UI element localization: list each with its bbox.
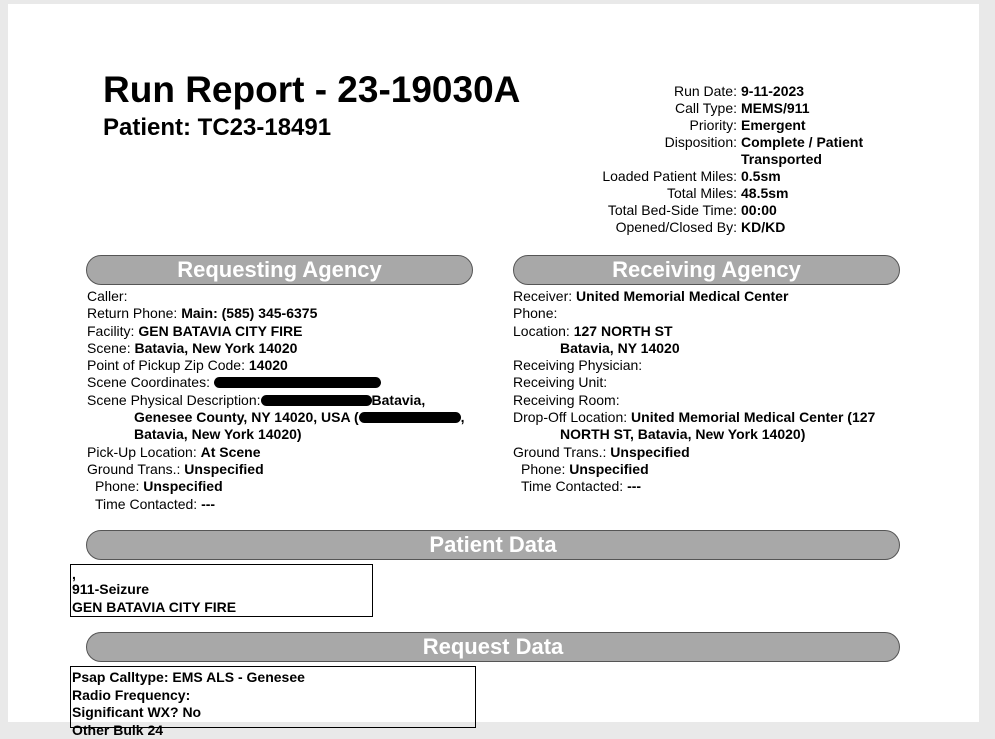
- recv-phone-row: [513, 461, 903, 478]
- ground-phone-value: Unspecified: [143, 478, 222, 494]
- ground-trans-label: Ground Trans.:: [87, 461, 180, 477]
- pickup-value: At Scene: [201, 444, 261, 460]
- call-type-row: [568, 100, 881, 117]
- room-label: Receiving Room:: [513, 392, 620, 408]
- ground-phone-label: Phone:: [95, 478, 139, 494]
- receiver-label: Receiver:: [513, 288, 572, 304]
- priority-value: Emergent: [741, 117, 881, 134]
- physician-row: [513, 357, 903, 374]
- receiver-phone-row: [513, 305, 903, 322]
- return-phone-value: Main: (585) 345-6375: [181, 305, 317, 321]
- description-row-3: [87, 426, 477, 443]
- loaded-miles-row: [568, 168, 881, 185]
- return-phone-row: [87, 305, 477, 322]
- recv-ground-row: [513, 444, 903, 461]
- physician-label: Receiving Physician:: [513, 357, 642, 373]
- pickup-label: Pick-Up Location:: [87, 444, 197, 460]
- description-label: Scene Physical Description:: [87, 392, 261, 408]
- description-row-2: [87, 409, 477, 426]
- request-data-line: Other Bulk 24: [72, 722, 474, 739]
- receiver-row: [513, 288, 903, 305]
- requesting-agency-header: Requesting Agency: [86, 255, 473, 285]
- patient-id: Patient: TC23-18491: [103, 113, 331, 143]
- bedside-time-row: [568, 202, 881, 219]
- unit-row: [513, 374, 903, 391]
- facility-value: GEN BATAVIA CITY FIRE: [138, 323, 302, 339]
- dropoff-row-2: [513, 426, 903, 443]
- recv-phone-label: Phone:: [521, 461, 565, 477]
- recv-time-label: Time Contacted:: [521, 478, 623, 494]
- dropoff-line1: United Memorial Medical Center (127: [631, 409, 875, 425]
- patient-data-line: GEN BATAVIA CITY FIRE: [72, 599, 371, 617]
- patient-data-line: 911-Seizure: [72, 581, 371, 599]
- receiving-agency-section: [513, 288, 903, 496]
- request-data-box: [70, 666, 476, 728]
- request-data-line: Psap Calltype: EMS ALS - Genesee: [72, 669, 474, 687]
- return-phone-label: Return Phone:: [87, 305, 177, 321]
- opened-closed-label: Opened/Closed By:: [568, 219, 741, 236]
- report-title: Run Report - 23-19030A: [103, 68, 520, 112]
- zip-label: Point of Pickup Zip Code:: [87, 357, 245, 373]
- pickup-row: [87, 444, 477, 461]
- time-contacted-row: [87, 496, 477, 513]
- bedside-time-value: 00:00: [741, 202, 881, 219]
- run-date-label: Run Date:: [568, 83, 741, 100]
- description-part1: Batavia,: [372, 392, 426, 408]
- patient-data-line: ,: [72, 567, 371, 581]
- request-data-line: Significant WX? No: [72, 704, 474, 722]
- recv-ground-value: Unspecified: [610, 444, 689, 460]
- patient-data-header: Patient Data: [86, 530, 900, 560]
- location-line1: 127 NORTH ST: [574, 323, 673, 339]
- ground-trans-value: Unspecified: [184, 461, 263, 477]
- run-date-value: 9-11-2023: [741, 83, 881, 100]
- receiver-value: United Memorial Medical Center: [576, 288, 788, 304]
- time-contacted-value: ---: [201, 496, 215, 512]
- priority-row: [568, 117, 881, 134]
- bedside-time-label: Total Bed-Side Time:: [568, 202, 741, 219]
- total-miles-row: [568, 185, 881, 202]
- coordinates-label: Scene Coordinates:: [87, 374, 210, 390]
- time-contacted-label: Time Contacted:: [95, 496, 197, 512]
- location-row-2: [513, 340, 903, 357]
- facility-label: Facility:: [87, 323, 134, 339]
- recv-time-row: [513, 478, 903, 495]
- description-row: [87, 392, 477, 409]
- loaded-miles-value: 0.5sm: [741, 168, 881, 185]
- priority-label: Priority:: [568, 117, 741, 134]
- location-row: [513, 323, 903, 340]
- caller-row: [87, 288, 477, 305]
- call-type-value: MEMS/911: [741, 100, 881, 117]
- disposition-label: Disposition:: [568, 134, 741, 168]
- redaction-mark: [214, 377, 381, 388]
- room-row: [513, 392, 903, 409]
- disposition-value: Complete / Patient Transported: [741, 134, 881, 168]
- report-page: [8, 4, 979, 722]
- loaded-miles-label: Loaded Patient Miles:: [568, 168, 741, 185]
- run-date-row: [568, 83, 881, 100]
- requesting-agency-section: [87, 288, 477, 513]
- zip-row: [87, 357, 477, 374]
- run-info: [568, 83, 881, 236]
- coordinates-row: [87, 374, 477, 391]
- dropoff-row: [513, 409, 903, 426]
- ground-trans-row: [87, 461, 477, 478]
- zip-value: 14020: [249, 357, 288, 373]
- dropoff-line2: NORTH ST, Batavia, New York 14020): [560, 426, 805, 442]
- total-miles-label: Total Miles:: [568, 185, 741, 202]
- recv-phone-value: Unspecified: [569, 461, 648, 477]
- recv-ground-label: Ground Trans.:: [513, 444, 606, 460]
- location-label: Location:: [513, 323, 570, 339]
- call-type-label: Call Type:: [568, 100, 741, 117]
- total-miles-value: 48.5sm: [741, 185, 881, 202]
- scene-value: Batavia, New York 14020: [134, 340, 297, 356]
- location-line2: Batavia, NY 14020: [560, 340, 680, 356]
- caller-label: Caller:: [87, 288, 127, 304]
- recv-time-value: ---: [627, 478, 641, 494]
- opened-closed-row: [568, 219, 881, 236]
- scene-label: Scene:: [87, 340, 131, 356]
- description-part4: Batavia, New York 14020): [134, 426, 302, 442]
- receiving-agency-header: Receiving Agency: [513, 255, 900, 285]
- redaction-mark: [359, 412, 461, 423]
- redaction-mark: [261, 395, 372, 406]
- unit-label: Receiving Unit:: [513, 374, 607, 390]
- opened-closed-value: KD/KD: [741, 219, 881, 236]
- scene-row: [87, 340, 477, 357]
- facility-row: [87, 323, 477, 340]
- request-data-line: Radio Frequency:: [72, 687, 474, 705]
- description-part2: Genesee County, NY 14020, USA (: [134, 409, 359, 425]
- disposition-row: [568, 134, 881, 168]
- request-data-header: Request Data: [86, 632, 900, 662]
- ground-phone-row: [87, 478, 477, 495]
- receiver-phone-label: Phone:: [513, 305, 557, 321]
- patient-data-box: [70, 564, 373, 617]
- dropoff-label: Drop-Off Location:: [513, 409, 627, 425]
- description-part3: ,: [461, 409, 465, 425]
